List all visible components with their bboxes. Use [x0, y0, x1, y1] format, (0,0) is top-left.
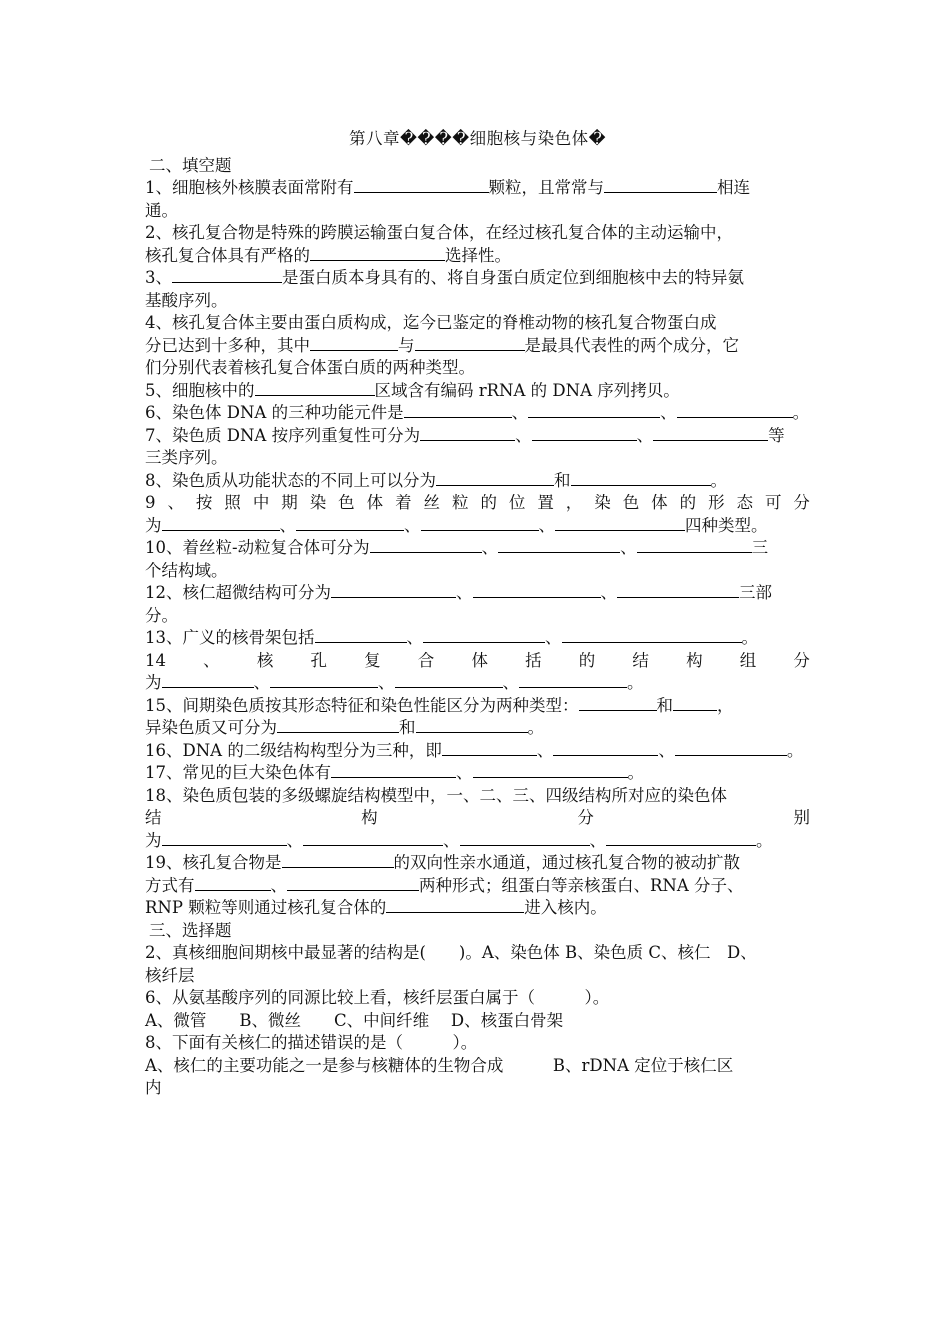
q17-sep: 、: [456, 763, 473, 782]
q18-char: 结: [145, 808, 162, 827]
q19-blank-2[interactable]: [195, 875, 271, 891]
question-12: [145, 582, 810, 605]
worksheet-page: [145, 128, 810, 1100]
q9-char: 、: [167, 493, 184, 512]
question-7: [145, 425, 810, 448]
q14-sep: 、: [502, 673, 519, 692]
question-5: [145, 380, 810, 403]
question-1: [145, 177, 810, 200]
q5-text: 5、细胞核中的: [145, 380, 255, 400]
q16-text: 16、DNA 的二级结构构型分为三种，即: [145, 740, 442, 760]
q1-blank-1[interactable]: [354, 177, 489, 193]
question-18-cont-2: [145, 830, 810, 853]
q18-blank-2[interactable]: [303, 830, 443, 846]
q16-blank-3[interactable]: [675, 740, 787, 756]
q6-blank-3[interactable]: [677, 402, 793, 418]
q9-blank-2[interactable]: [296, 515, 404, 531]
q9-char: 位: [508, 493, 526, 512]
q16-sep: 、: [658, 740, 675, 760]
question-19-cont: [145, 875, 810, 898]
q14-char: 孔: [310, 650, 327, 670]
q7-text: 7、染色质 DNA 按序列重复性可分为: [145, 425, 421, 445]
q16-sep: 、: [536, 740, 554, 760]
q4-text-2: 与: [398, 335, 415, 355]
q9-char: 体: [651, 493, 668, 512]
q6-text: 6、染色体 DNA 的三种功能元件是: [145, 403, 404, 422]
q12-text-2: 三部: [739, 583, 772, 602]
q9-char: 丝: [423, 493, 441, 512]
q8-text-3: 。: [710, 470, 727, 490]
q14-blank-2[interactable]: [270, 672, 378, 688]
q8-text-2: 和: [554, 470, 571, 490]
q14-blank-3[interactable]: [395, 672, 503, 688]
q13-sep: 、: [545, 628, 562, 647]
q19-text-7: 进入核内。: [524, 898, 607, 917]
question-15-cont: [145, 717, 810, 740]
q13-end: 。: [741, 628, 758, 647]
choice-6-options: A、微管 B、微丝 C、中间纤维 D、核蛋白骨架: [145, 1010, 564, 1030]
q15-end: 。: [527, 718, 544, 737]
question-2: 2、核孔复合物是特殊的跨膜运输蛋白复合体，在经过核孔复合体的主动运输中，: [145, 223, 733, 242]
q14-char: 组: [739, 650, 757, 670]
q9-char: 照: [224, 493, 241, 512]
q9-blank-3[interactable]: [421, 515, 539, 531]
q12-sep: 、: [456, 583, 473, 602]
q14-sep: 、: [253, 673, 270, 692]
choice-2-cont: 核纤层: [145, 965, 195, 985]
q19-text-4: 、: [270, 875, 287, 895]
question-10-cont: 个结构域。: [145, 560, 228, 580]
section-fill-heading: 二、填空题: [149, 155, 232, 175]
q9-char: 体: [366, 493, 384, 512]
q14-sep: 、: [378, 673, 395, 692]
q14-char: 合: [417, 650, 435, 670]
q18-char: 分: [577, 808, 594, 827]
q4-text: 分已达到十多种，其中: [145, 335, 310, 355]
question-9: [145, 492, 810, 515]
q9-char: 的: [480, 493, 497, 512]
q1-blank-2[interactable]: [604, 177, 717, 193]
question-9-cont: [145, 515, 810, 538]
q15-blank-2[interactable]: [673, 695, 717, 711]
q7-sep: 、: [636, 425, 654, 445]
q19-text-2: 的双向性亲水通道，通过核孔复合物的被动扩散: [393, 853, 740, 872]
q5-text-2: 区域含有编码 rRNA 的 DNA 序列拷贝。: [374, 380, 680, 400]
q19-text: 19、核孔复合物是: [145, 853, 282, 872]
q9-char: ，: [565, 493, 583, 512]
q4-text-3: 是最具代表性的两个成分，它: [524, 335, 739, 355]
question-6: [145, 402, 810, 425]
question-4: 4、核孔复合体主要由蛋白质构成，迄今已鉴定的脊椎动物的核孔复合物蛋白成: [145, 313, 717, 332]
section-choice-heading: 三、选择题: [149, 920, 232, 940]
q14-char: 分: [793, 650, 810, 670]
q9-char: 染: [594, 493, 611, 512]
q14-char: 复: [364, 650, 381, 670]
q12-blank-3[interactable]: [617, 582, 739, 598]
q10-blank-2[interactable]: [498, 537, 620, 553]
q9-char: 按: [195, 493, 213, 512]
q14-char: 14: [145, 650, 166, 670]
question-18: 18、染色质包装的多级螺旋结构模型中，一、二、三、四级结构所对应的染色体: [145, 785, 727, 805]
q2-text: 核孔复合体具有严格的: [145, 245, 310, 265]
q14-blank-4[interactable]: [519, 672, 627, 688]
q10-text-2: 三: [751, 538, 769, 557]
q7-blank-3[interactable]: [653, 425, 768, 441]
choice-8-options: A、核仁的主要功能之一是参与核糖体的生物合成 B、rDNA 定位于核仁区: [145, 1055, 734, 1075]
q8-blank-2[interactable]: [571, 470, 711, 486]
q15-text-4: 异染色质又可分为: [145, 718, 277, 737]
q14-char: 核: [256, 650, 274, 670]
question-2-cont: [145, 245, 810, 268]
q17-end: 。: [627, 763, 644, 782]
q9-blank-4[interactable]: [555, 515, 685, 531]
q10-text: 10、着丝粒-动粒复合体可分为: [145, 538, 370, 557]
q15-text-2: 和: [656, 695, 673, 715]
question-16: [145, 740, 810, 763]
choice-8-cont: 内: [145, 1078, 162, 1097]
q9-char: 形: [708, 493, 725, 512]
q14-char: 体: [471, 650, 488, 670]
q12-text: 12、核仁超微结构可分为: [145, 583, 331, 602]
q7-sep: 、: [515, 425, 532, 445]
question-7-cont: 三类序列。: [145, 448, 228, 467]
q6-sep: 、: [660, 403, 677, 422]
q18-blank-4[interactable]: [606, 830, 756, 846]
q9-char: 分: [793, 493, 810, 512]
q19-text-6: RNP 颗粒等则通过核孔复合体的: [145, 898, 387, 917]
question-15: [145, 695, 810, 718]
question-19-cont-2: [145, 897, 810, 920]
choice-8: 8、下面有关核仁的描述错误的是（ ）。: [145, 1033, 478, 1052]
question-13: [145, 627, 810, 650]
question-10: [145, 537, 810, 560]
question-3: [145, 267, 810, 290]
q9-char: 9: [145, 493, 156, 512]
q4-blank-2[interactable]: [415, 335, 525, 351]
q16-blank-2[interactable]: [553, 740, 658, 756]
q9-char: 中: [252, 493, 270, 512]
q14-char: 结: [632, 650, 649, 670]
q14-char: 括: [525, 650, 542, 670]
q6-blank-1[interactable]: [404, 402, 512, 418]
q6-sep: 、: [511, 403, 529, 422]
q17-blank-1[interactable]: [331, 762, 456, 778]
q10-blank-3[interactable]: [637, 537, 752, 553]
q16-blank-1[interactable]: [442, 740, 537, 756]
q17-blank-2[interactable]: [473, 762, 628, 778]
q18-char: 别: [793, 808, 810, 827]
q7-text-2: 等: [768, 425, 785, 445]
q9-blank-1[interactable]: [162, 515, 280, 531]
q14-char: 的: [578, 650, 596, 670]
q12-blank-2[interactable]: [473, 582, 601, 598]
q1-text: 1、细胞核外核膜表面常附有: [145, 178, 354, 197]
q9-char: 染: [309, 493, 327, 512]
q9-sep: 、: [538, 515, 555, 535]
q1-text-2: 颗粒，且常常与: [488, 178, 604, 197]
q18-text: 为: [145, 830, 162, 850]
q14-char: 构: [686, 650, 703, 670]
q15-blank-4[interactable]: [416, 717, 528, 733]
q9-char: 可: [764, 493, 782, 512]
q3-blank-1[interactable]: [172, 267, 282, 283]
q12-blank-1[interactable]: [331, 582, 456, 598]
q10-sep: 、: [620, 538, 637, 557]
q13-blank-3[interactable]: [562, 627, 742, 643]
q18-char: 构: [361, 808, 378, 827]
q14-end: 。: [627, 673, 644, 692]
q9-char: 的: [679, 493, 697, 512]
q3-text: 3、: [145, 268, 172, 287]
q9-char: 色: [622, 493, 640, 512]
q9-sep: 、: [404, 515, 421, 535]
q16-end: 。: [786, 740, 804, 760]
q18-end: 。: [756, 830, 773, 850]
question-12-cont: 分。: [145, 605, 178, 625]
q2-text-2: 选择性。: [445, 245, 511, 265]
q7-blank-1[interactable]: [420, 425, 515, 441]
question-14: [145, 650, 810, 673]
q17-text: 17、常见的巨大染色体有: [145, 763, 331, 782]
q14-blank-1[interactable]: [162, 672, 254, 688]
q15-text-5: 和: [399, 718, 416, 737]
q6-blank-2[interactable]: [528, 402, 660, 418]
q9-char: 置: [537, 493, 554, 512]
page-title: 第八章����细胞核与染色体�: [348, 129, 607, 148]
q4-blank-1[interactable]: [310, 335, 398, 351]
question-14-cont: [145, 672, 810, 695]
q8-text: 8、染色质从功能状态的不同上可以分为: [145, 470, 436, 490]
q18-blank-3[interactable]: [460, 830, 590, 846]
q3-text-2: 是蛋白质本身具有的、将自身蛋白质定位到细胞核中去的特异氨: [282, 268, 744, 287]
q18-sep: 、: [443, 830, 460, 850]
q18-sep: 、: [286, 830, 303, 850]
q9-char: 态: [736, 493, 754, 512]
choice-6: 6、从氨基酸序列的同源比较上看，核纤层蛋白属于（ ）。: [145, 988, 610, 1007]
question-4-cont-2: 们分别代表着核孔复合体蛋白质的两种类型。: [145, 358, 475, 377]
q6-end: 。: [792, 403, 810, 422]
choice-2: 2、真核细胞间期核中最显著的结构是( )。A、染色体 B、染色质 C、核仁 D、: [145, 943, 757, 962]
question-1-cont: 通。: [145, 200, 178, 220]
q19-blank-1[interactable]: [282, 852, 394, 868]
q9-char: 色: [338, 493, 355, 512]
q18-sep: 、: [589, 830, 606, 850]
q14-char: 、: [203, 650, 220, 670]
q19-text-5: 两种形式；组蛋白等亲核蛋白、RNA 分子、: [419, 875, 744, 895]
q19-blank-3[interactable]: [287, 875, 419, 891]
q2-blank-1[interactable]: [310, 245, 445, 261]
q15-blank-1[interactable]: [579, 695, 657, 711]
q13-blank-1[interactable]: [315, 627, 407, 643]
question-19: [145, 852, 810, 875]
question-17: [145, 762, 810, 785]
q1-text-3: 相连: [717, 178, 750, 197]
q10-sep: 、: [481, 538, 499, 557]
q8-blank-1[interactable]: [436, 470, 554, 486]
q13-blank-2[interactable]: [423, 627, 545, 643]
q19-text-3: 方式有: [145, 875, 195, 895]
q9-char: 粒: [451, 493, 469, 512]
q15-text: 15、间期染色质按其形态特征和染色性能区分为两种类型：: [145, 695, 579, 715]
q14-text: 为: [145, 673, 162, 692]
q13-text: 13、广义的核骨架包括: [145, 628, 315, 647]
question-4-cont: [145, 335, 810, 358]
q10-blank-1[interactable]: [370, 537, 482, 553]
q15-text-3: ，: [717, 695, 734, 715]
q13-sep: 、: [406, 628, 423, 647]
question-3-cont: 基酸序列。: [145, 290, 228, 310]
q18-blank-1[interactable]: [162, 830, 287, 846]
q19-blank-4[interactable]: [386, 897, 524, 913]
q9-text: 为: [145, 515, 162, 535]
q9-char: 期: [281, 493, 298, 512]
q15-blank-3[interactable]: [277, 717, 399, 733]
q9-sep: 、: [279, 515, 296, 535]
q7-blank-2[interactable]: [532, 425, 637, 441]
q9-text-2: 四种类型。: [685, 515, 768, 535]
q5-blank-1[interactable]: [255, 380, 375, 396]
question-8: [145, 470, 810, 493]
question-18-cont: [145, 807, 810, 830]
q9-char: 着: [395, 493, 412, 512]
q12-sep: 、: [600, 583, 617, 602]
